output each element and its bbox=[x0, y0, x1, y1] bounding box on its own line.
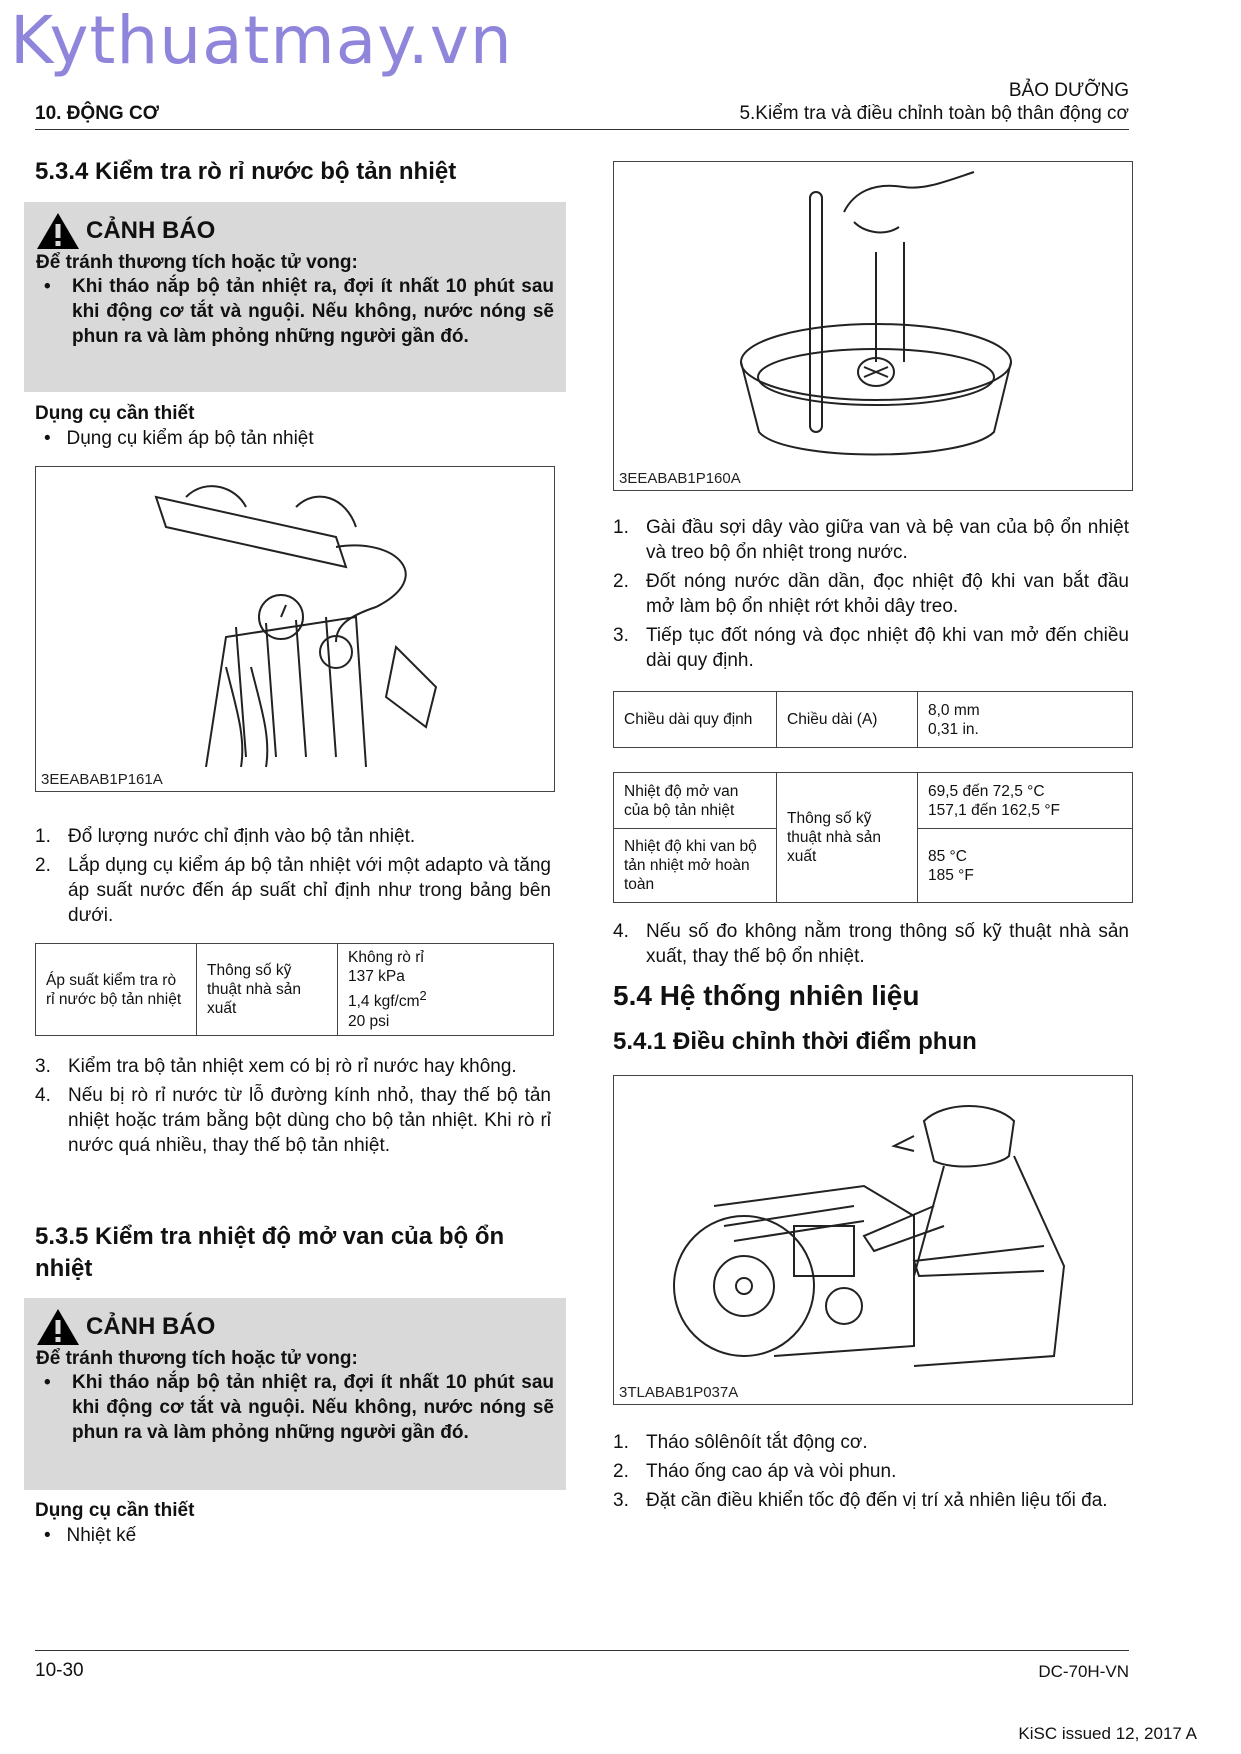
list-item bbox=[613, 1430, 1129, 1455]
warning-icon bbox=[36, 1308, 80, 1346]
steps-list-3 bbox=[613, 515, 1129, 677]
value-sup: 2 bbox=[419, 988, 427, 1004]
radiator-tester-illustration bbox=[36, 467, 554, 767]
figure-caption: 3EEABAB1P160A bbox=[619, 470, 741, 487]
table-cell bbox=[918, 692, 1133, 748]
header-section-title: BẢO DƯỠNG bbox=[1008, 80, 1129, 101]
page-number: 10-30 bbox=[35, 1660, 84, 1681]
warning-title-text: CẢNH BÁO bbox=[86, 217, 216, 244]
list-item bbox=[613, 1488, 1129, 1513]
warning-item: • Khi tháo nắp bộ tản nhiệt ra, đợi ít nhất 10 phút sau khi động cơ tắt và nguội. Nếu không, nước nóng sẽ phun ra và làm phỏng những người gần đó. bbox=[36, 1370, 554, 1445]
step-text: Lắp dụng cụ kiểm áp bộ tản nhiệt với một adapto và tăng áp suất nước đến áp suất chỉ định như trong bảng bên dưới. bbox=[68, 855, 551, 926]
figure-thermostat-test bbox=[613, 161, 1133, 491]
steps-list-5 bbox=[613, 1430, 1129, 1517]
header-section-subtitle: 5.Kiểm tra và điều chỉnh toàn bộ thân động cơ bbox=[739, 103, 1129, 124]
thermostat-test-illustration bbox=[614, 162, 1132, 466]
value-line: 85 °C bbox=[928, 847, 967, 865]
tools-item: • Dụng cụ kiểm áp bộ tản nhiệt bbox=[44, 428, 314, 449]
value-line: 69,5 đến 72,5 °C bbox=[928, 782, 1045, 800]
warning-icon bbox=[36, 212, 80, 250]
section-heading-5-3-4: 5.3.4 Kiểm tra rò rỉ nước bộ tản nhiệt bbox=[35, 158, 457, 185]
header-divider bbox=[35, 129, 1129, 130]
step-number: 3. bbox=[613, 625, 629, 646]
warning-item: • Khi tháo nắp bộ tản nhiệt ra, đợi ít nhất 10 phút sau khi động cơ tắt và nguội. Nếu không, nước nóng sẽ phun ra và làm phỏng những người gần đó. bbox=[36, 274, 554, 349]
section-heading-5-4-1: 5.4.1 Điều chỉnh thời điểm phun bbox=[613, 1028, 977, 1055]
step-number: 3. bbox=[35, 1056, 51, 1077]
figure-caption: 3TLABAB1P037A bbox=[619, 1384, 739, 1401]
step-text: Kiểm tra bộ tản nhiệt xem có bị rò rỉ nước hay không. bbox=[68, 1056, 517, 1077]
table-cell: Chiều dài quy định bbox=[614, 692, 777, 748]
step-number: 2. bbox=[613, 1461, 629, 1482]
step-text: Nếu bị rò rỉ nước từ lỗ đường kính nhỏ, thay thế bộ tản nhiệt hoặc trám bằng bột dùng cho bộ tản nhiệt. Khi rò rỉ nước quá nhiều, thay thế bộ tản nhiệt. bbox=[68, 1085, 551, 1156]
issue-note: KiSC issued 12, 2017 A bbox=[1018, 1724, 1197, 1743]
step-text: Đốt nóng nước dần dần, đọc nhiệt độ khi van bắt đầu mở làm bộ ổn nhiệt rớt khỏi dây treo. bbox=[646, 571, 1129, 617]
table-cell bbox=[918, 829, 1133, 903]
step-number: 4. bbox=[613, 921, 629, 942]
warning-title bbox=[36, 212, 554, 250]
tools-item: • Nhiệt kế bbox=[44, 1525, 137, 1546]
warning-lead: Để tránh thương tích hoặc tử vong: bbox=[36, 1348, 358, 1369]
list-item bbox=[613, 1459, 1129, 1484]
tools-title: Dụng cụ cần thiết bbox=[35, 403, 195, 424]
footer-divider bbox=[35, 1650, 1129, 1651]
figure-radiator-tester bbox=[35, 466, 555, 792]
header-chapter-title: 10. ĐỘNG CƠ bbox=[35, 103, 159, 124]
figure-caption: 3EEABAB1P161A bbox=[41, 771, 163, 788]
list-item bbox=[613, 515, 1129, 565]
warning-box bbox=[24, 202, 566, 392]
step-text: Tiếp tục đốt nóng và đọc nhiệt độ khi van mở đến chiều dài quy định. bbox=[646, 625, 1129, 671]
value-line: 185 °F bbox=[928, 866, 974, 884]
step-number: 2. bbox=[35, 855, 51, 876]
value-line: Không rò rỉ bbox=[348, 949, 424, 967]
tools-item-text: Dụng cụ kiểm áp bộ tản nhiệt bbox=[66, 428, 314, 449]
warning-title bbox=[36, 1308, 554, 1346]
watermark: Kythuatmay.vn bbox=[10, 2, 513, 79]
step-text: Tháo sôlênôít tắt động cơ. bbox=[646, 1432, 868, 1453]
table-cell bbox=[918, 773, 1133, 829]
warning-box bbox=[24, 1298, 566, 1490]
step-text: Đổ lượng nước chỉ định vào bộ tản nhiệt. bbox=[68, 826, 416, 847]
table-cell: Áp suất kiểm tra rò rỉ nước bộ tản nhiệt bbox=[36, 944, 197, 1036]
tools-title: Dụng cụ cần thiết bbox=[35, 1500, 195, 1521]
step-text: Đặt cần điều khiển tốc độ đến vị trí xả nhiên liệu tối đa. bbox=[646, 1490, 1108, 1511]
table-cell bbox=[338, 944, 554, 1036]
list-item bbox=[613, 919, 1129, 969]
warning-title-text: CẢNH BÁO bbox=[86, 1313, 216, 1340]
section-heading-5-4: 5.4 Hệ thống nhiên liệu bbox=[613, 980, 920, 1011]
injection-timing-illustration bbox=[614, 1076, 1132, 1380]
value-line: 8,0 mm bbox=[928, 701, 980, 719]
table-cell: Thông số kỹ thuật nhà sản xuất bbox=[197, 944, 338, 1036]
section-heading-5-3-5: 5.3.5 Kiểm tra nhiệt độ mở van của bộ ổn nhiệt bbox=[35, 1223, 505, 1282]
steps-list-1 bbox=[35, 824, 551, 932]
list-item bbox=[35, 1083, 551, 1158]
list-item bbox=[613, 623, 1129, 673]
list-item bbox=[613, 569, 1129, 619]
value-line: 137 kPa bbox=[348, 968, 405, 986]
step-number: 3. bbox=[613, 1490, 629, 1511]
list-item bbox=[35, 1054, 551, 1079]
step-number: 2. bbox=[613, 571, 629, 592]
value-line: 157,1 đến 162,5 °F bbox=[928, 801, 1061, 819]
step-text: Tháo ống cao áp và vòi phun. bbox=[646, 1461, 897, 1482]
table-cell: Chiều dài (A) bbox=[777, 692, 918, 748]
list-item bbox=[35, 824, 551, 849]
steps-list-4 bbox=[613, 919, 1129, 973]
table-cell: Thông số kỹ thuật nhà sản xuất bbox=[777, 773, 918, 903]
step-text: Nếu số đo không nằm trong thông số kỹ thuật nhà sản xuất, thay thế bộ ổn nhiệt. bbox=[646, 921, 1129, 967]
spec-table-temperature bbox=[613, 772, 1133, 903]
table-cell: Nhiệt độ khi van bộ tản nhiệt mở hoàn toàn bbox=[614, 829, 777, 903]
step-number: 1. bbox=[613, 517, 629, 538]
document-code: DC-70H-VN bbox=[1038, 1662, 1129, 1681]
spec-table-pressure bbox=[35, 943, 554, 1036]
tools-item-text: Nhiệt kế bbox=[66, 1525, 137, 1546]
step-number: 4. bbox=[35, 1085, 51, 1106]
value-line: 20 psi bbox=[348, 1012, 390, 1030]
spec-table-length bbox=[613, 691, 1133, 748]
table-cell: Nhiệt độ mở van của bộ tản nhiệt bbox=[614, 773, 777, 829]
step-number: 1. bbox=[35, 826, 51, 847]
value-line bbox=[348, 986, 543, 1011]
warning-lead: Để tránh thương tích hoặc tử vong: bbox=[36, 252, 358, 273]
figure-injection-timing bbox=[613, 1075, 1133, 1405]
value-line: 0,31 in. bbox=[928, 720, 979, 738]
list-item bbox=[35, 853, 551, 928]
value-text: 1,4 kgf/cm bbox=[348, 993, 420, 1011]
steps-list-2 bbox=[35, 1054, 551, 1162]
step-text: Gài đầu sợi dây vào giữa van và bệ van của bộ ổn nhiệt và treo bộ ổn nhiệt trong nước. bbox=[646, 517, 1129, 563]
step-number: 1. bbox=[613, 1432, 629, 1453]
